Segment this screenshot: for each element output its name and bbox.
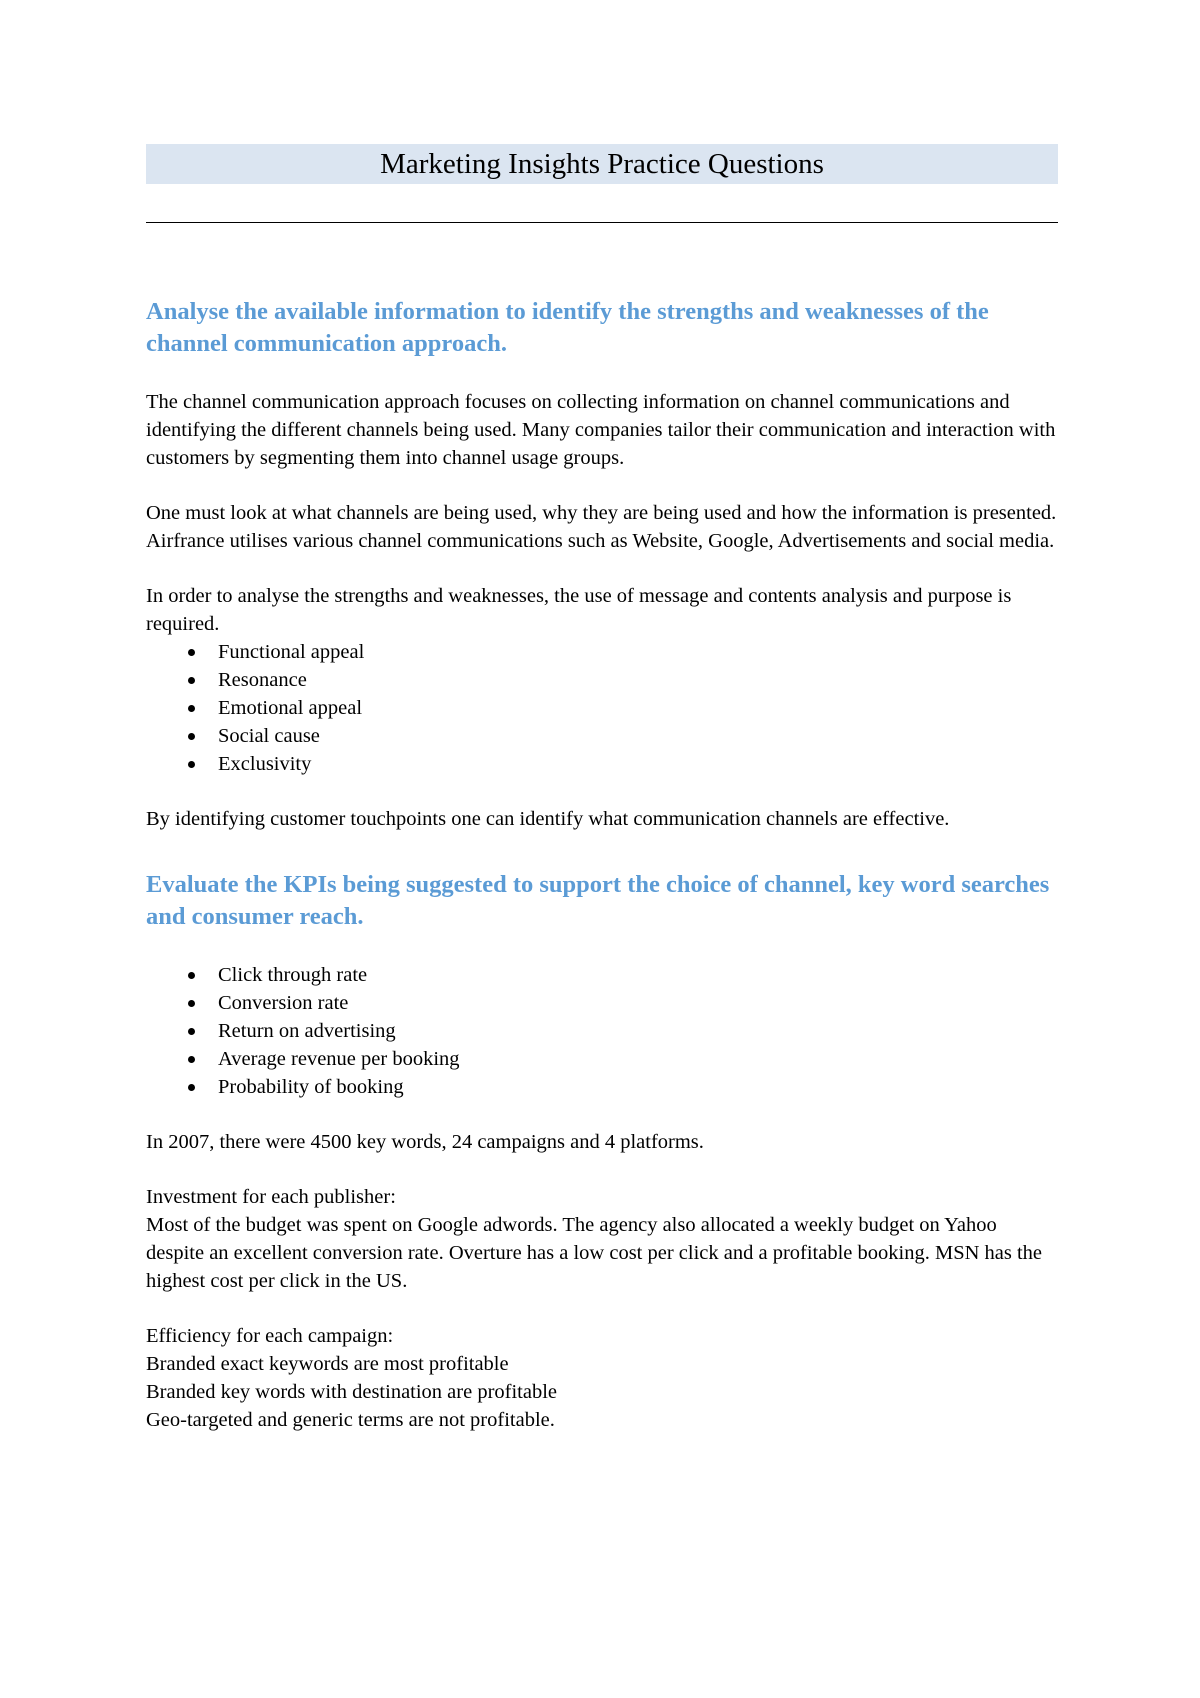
section1-paragraph-1: The channel communication approach focuses on collecting information on channel communications and identifying the different channels being used. Many companies tailor their communication and interaction with customers by segmenting them into channel usage groups. [146,391,1056,469]
bullet-icon [188,1028,195,1035]
bullet-icon [188,705,195,712]
bullet-icon [188,649,195,656]
bullet-icon [188,677,195,684]
list-item: Functional appeal [146,638,1058,666]
bullet-icon [188,733,195,740]
section1-paragraph-3: In order to analyse the strengths and weaknesses, the use of message and contents analysis and purpose is required. [146,585,1012,635]
section2-list [146,961,1058,1101]
efficiency-line: Branded exact keywords are most profitable [146,1353,509,1375]
list-item: Average revenue per booking [146,1045,1058,1073]
investment-label: Investment for each publisher: [146,1186,396,1208]
bullet-icon [188,1084,195,1091]
section2-heading: Evaluate the KPIs being suggested to support the choice of channel, key word searches and consumer reach. [146,871,1050,930]
list-item: Exclusivity [146,750,1058,778]
section1-paragraph-2: One must look at what channels are being used, why they are being used and how the information is presented. Airfrance utilises various channel communications such as Website, Google, Advertisements and social media. [146,502,1057,552]
efficiency-line: Branded key words with destination are profitable [146,1381,558,1403]
section1-list [146,638,1058,778]
list-item: Social cause [146,722,1058,750]
list-item: Return on advertising [146,1017,1058,1045]
document-body [146,296,1058,1434]
bullet-icon [188,1000,195,1007]
efficiency-line: Geo-targeted and generic terms are not profitable. [146,1409,555,1431]
document-title: Marketing Insights Practice Questions [146,144,1058,184]
bullet-icon [188,1056,195,1063]
list-item: Click through rate [146,961,1058,989]
section1-paragraph-4: By identifying customer touchpoints one can identify what communication channels are effective. [146,808,950,830]
investment-text: Most of the budget was spent on Google adwords. The agency also allocated a weekly budget on Yahoo despite an excellent conversion rate. Overture has a low cost per click and a profitable booking. MSN has the highest cost per click in the US. [146,1214,1043,1292]
list-item: Probability of booking [146,1073,1058,1101]
list-item: Emotional appeal [146,694,1058,722]
section2-paragraph-1: In 2007, there were 4500 key words, 24 campaigns and 4 platforms. [146,1131,704,1153]
list-item: Resonance [146,666,1058,694]
list-item: Conversion rate [146,989,1058,1017]
bullet-icon [188,972,195,979]
section1-heading: Analyse the available information to identify the strengths and weaknesses of the channel communication approach. [146,298,989,357]
bullet-icon [188,761,195,768]
efficiency-label: Efficiency for each campaign: [146,1325,394,1347]
title-divider [146,222,1058,223]
